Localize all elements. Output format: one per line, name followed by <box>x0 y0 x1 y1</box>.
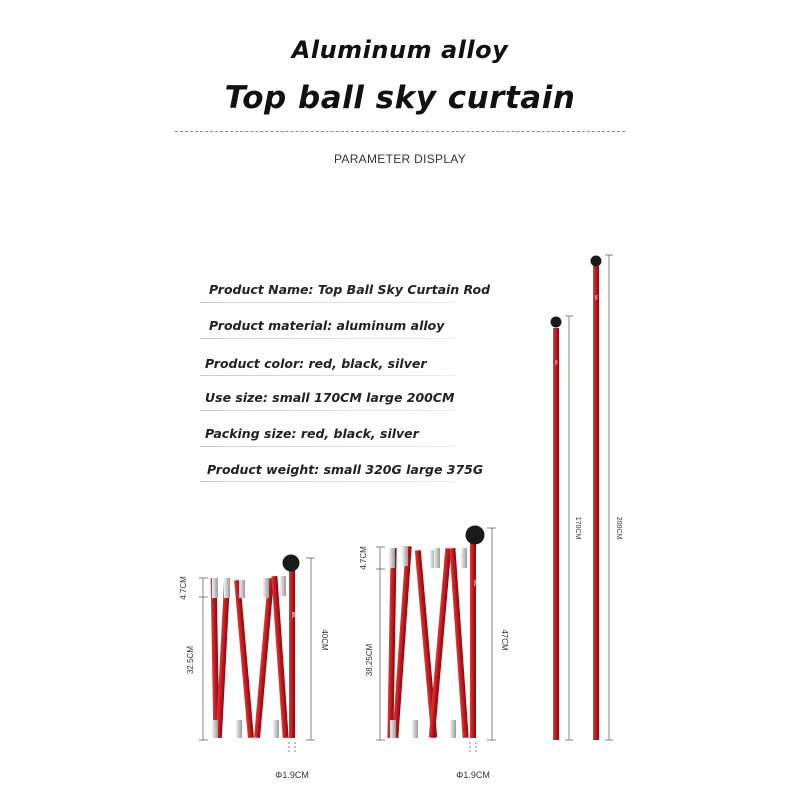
product-title: Top ball sky curtain <box>224 80 576 116</box>
large-folded-pole <box>376 526 496 753</box>
dim-large-diameter: Φ1.9CM <box>456 770 490 780</box>
svg-text:ML: ML <box>472 580 478 587</box>
spec-material: Product material: aluminum alloy <box>209 318 445 333</box>
svg-text:ML: ML <box>594 295 599 301</box>
dim-large-segment: 38.25CM <box>365 643 374 677</box>
dim-large-length: 200CM <box>615 516 622 540</box>
spec-color: Product color: red, black, silver <box>205 356 427 371</box>
spec-packing-size: Packing size: red, black, silver <box>205 426 419 441</box>
dim-large-folded: 47CM <box>500 629 509 651</box>
small-folded-pole <box>199 555 315 753</box>
section-label: PARAMETER DISPLAY <box>333 152 467 166</box>
svg-text:ML: ML <box>554 360 559 366</box>
svg-text:ML: ML <box>290 612 296 619</box>
spec-product-name: Product Name: Top Ball Sky Curtain Rod <box>209 282 491 297</box>
small-extended-pole <box>551 316 574 740</box>
dim-small-folded: 40CM <box>320 629 329 651</box>
spec-weight: Product weight: small 320G large 375G <box>207 462 484 477</box>
spec-use-size: Use size: small 170CM large 200CM <box>205 390 455 405</box>
dim-small-length: 170CM <box>574 516 581 540</box>
dim-small-segment: 32.5CM <box>186 645 195 675</box>
dim-small-diameter: Φ1.9CM <box>275 770 309 780</box>
dim-small-joint: 4.7CM <box>179 576 188 600</box>
product-subtitle: Aluminum alloy <box>291 36 509 64</box>
large-extended-pole <box>591 255 614 740</box>
dim-large-joint: 4.7CM <box>359 546 368 570</box>
